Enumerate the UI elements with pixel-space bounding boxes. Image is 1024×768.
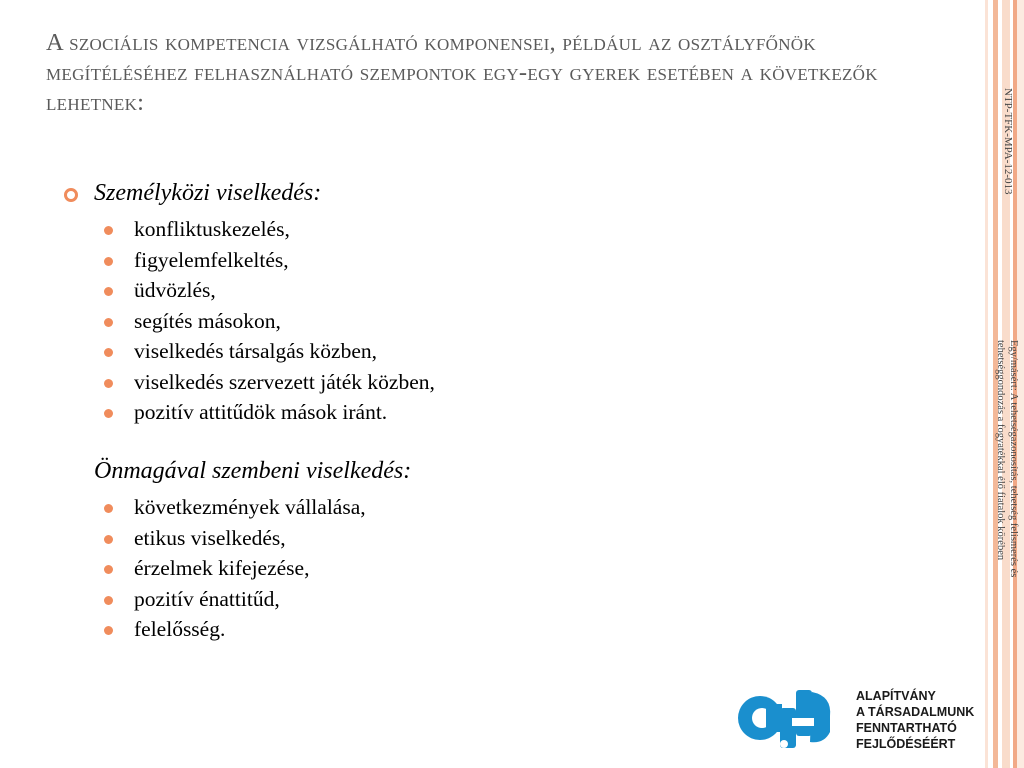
section-heading-interpersonal: Személyközi viselkedés:: [94, 180, 322, 206]
bullet-dot-icon: [104, 348, 113, 357]
list-item: konfliktuskezelés,: [104, 214, 435, 245]
list-item: érzelmek kifejezése,: [104, 553, 366, 584]
bullet-dot-icon: [104, 504, 113, 513]
interpersonal-list: [104, 214, 435, 428]
self-behavior-list: [104, 492, 366, 645]
bullet-dot-icon: [104, 409, 113, 418]
bullet-dot-icon: [104, 226, 113, 235]
list-item: etikus viselkedés,: [104, 523, 366, 554]
list-item: pozitív énattitűd,: [104, 584, 366, 615]
project-title-vertical: Egy/másért: A tehetségazonosítás, tehetség felismerés és tehetséggondozás a fogyatékkal élő fiatalok körében: [995, 340, 1019, 578]
foundation-logo-text: ALAPÍTVÁNY A TÁRSADALMUNK FENNTARTHATÓ FEJLŐDÉSÉÉRT: [856, 689, 975, 751]
list-item: pozitív attitűdök mások iránt.: [104, 397, 435, 428]
list-item: viselkedés szervezett játék közben,: [104, 367, 435, 398]
bullet-dot-icon: [104, 287, 113, 296]
bullet-dot-icon: [104, 626, 113, 635]
list-item: felelősség.: [104, 614, 366, 645]
bullet-dot-icon: [104, 379, 113, 388]
list-item: következmények vállalása,: [104, 492, 366, 523]
list-item: viselkedés társalgás közben,: [104, 336, 435, 367]
ring-bullet-icon: [64, 188, 78, 202]
bullet-dot-icon: [104, 318, 113, 327]
project-code: NTP-TFK-MPA-12-013: [1002, 88, 1014, 195]
list-item: segítés másokon,: [104, 306, 435, 337]
bullet-dot-icon: [104, 257, 113, 266]
bullet-dot-icon: [104, 565, 113, 574]
foundation-logo-icon: [736, 682, 834, 752]
list-item: figyelemfelkeltés,: [104, 245, 435, 276]
bullet-dot-icon: [104, 596, 113, 605]
bullet-dot-icon: [104, 535, 113, 544]
list-item: üdvözlés,: [104, 275, 435, 306]
section-heading-self: Önmagával szembeni viselkedés:: [94, 458, 412, 484]
slide-title: A szociális kompetencia vizsgálható komponensei, például az osztályfőnök megítéléséhez felhasználható szempontok egy-egy gyerek esetében a következők lehetnek:: [46, 29, 878, 116]
